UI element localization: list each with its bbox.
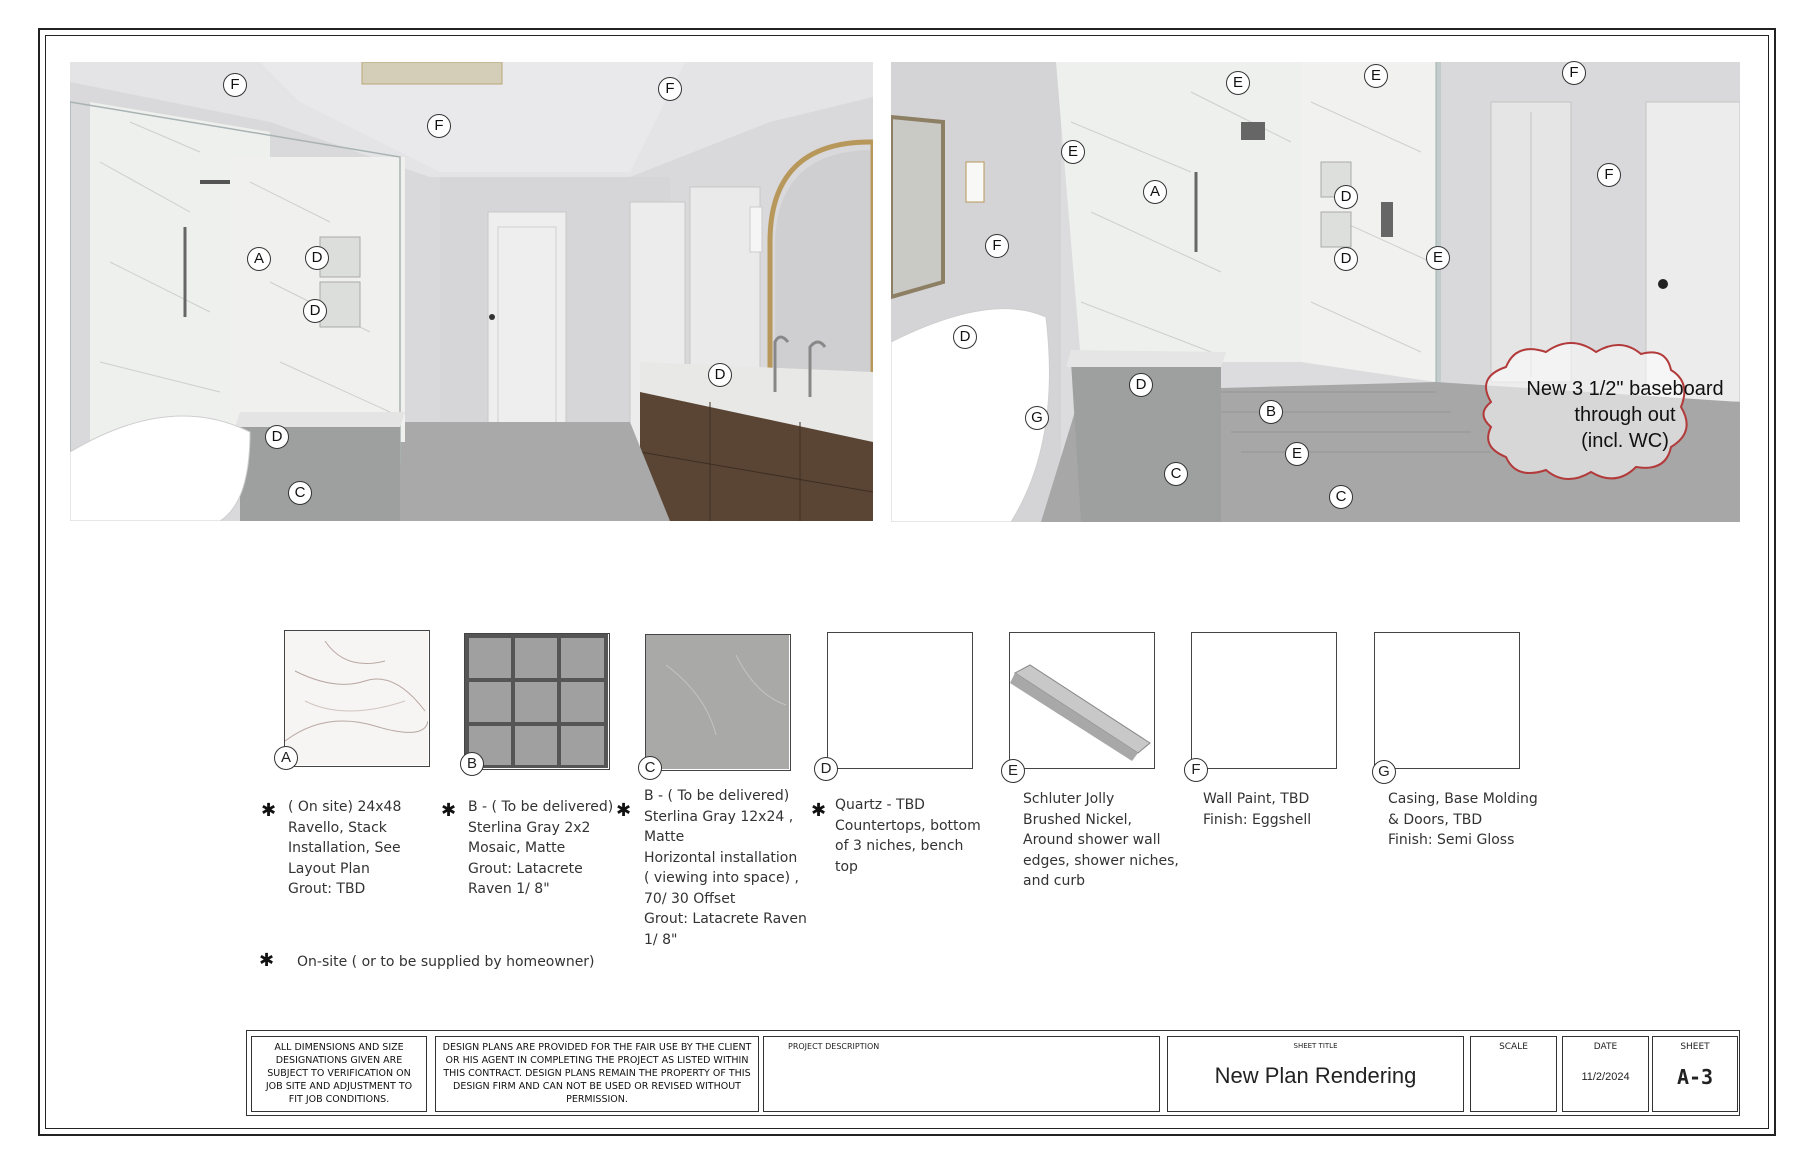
sheet-title-label: SHEET TITLE	[1293, 1042, 1338, 1050]
callout-left-d3: D	[708, 363, 732, 387]
disclaimer-verification	[251, 1036, 427, 1112]
onsite-star-d: ✱	[811, 800, 827, 821]
sheet-label: SHEET	[1680, 1042, 1710, 1052]
bathroom-rendering-left	[70, 62, 873, 521]
mosaic-texture	[465, 634, 608, 768]
callout-left-f3: F	[427, 114, 451, 138]
callout-right-e4: E	[1426, 246, 1450, 270]
callout-right-g: G	[1025, 406, 1049, 430]
sheet-number-cell	[1652, 1036, 1738, 1112]
callout-left-f1: F	[223, 73, 247, 97]
trim-profile	[1010, 633, 1153, 767]
swatch-d-quartz	[827, 632, 973, 769]
legend-note: On-site ( or to be supplied by homeowner)	[297, 954, 595, 970]
callout-right-f2: F	[1597, 163, 1621, 187]
callout-right-e1: E	[1226, 71, 1250, 95]
callout-right-a: A	[1143, 180, 1167, 204]
material-note-g: Casing, Base Molding & Doors, TBD Finish: Semi Gloss	[1388, 791, 1538, 848]
legend-star: ✱	[259, 950, 275, 971]
callout-right-d1: D	[1334, 185, 1358, 209]
swatch-g-casing	[1374, 632, 1520, 769]
date-label: DATE	[1593, 1042, 1618, 1052]
material-note-d: Quartz - TBD Countertops, bottom of 3 niches, bench top	[835, 797, 981, 875]
callout-left-d2: D	[303, 299, 327, 323]
scale-label: SCALE	[1499, 1042, 1528, 1052]
swatch-f-paint	[1191, 632, 1337, 769]
swatch-a-marble	[284, 630, 430, 767]
callout-left-d1: D	[305, 246, 329, 270]
material-note-b: B - ( To be delivered) Sterlina Gray 2x2 Mosaic, Matte Grout: Latacrete Raven 1/ 8"	[468, 799, 614, 897]
callout-right-d2: D	[1334, 247, 1358, 271]
callout-left-a: A	[247, 247, 271, 271]
callout-right-e3: E	[1061, 140, 1085, 164]
swatch-label-a: A	[274, 746, 298, 770]
material-note-f: Wall Paint, TBD Finish: Eggshell	[1203, 791, 1312, 828]
callout-right-f3: F	[985, 234, 1009, 258]
callout-right-d3: D	[953, 325, 977, 349]
callout-left-c: C	[288, 481, 312, 505]
gray-tile-texture	[646, 635, 789, 769]
onsite-star-b: ✱	[441, 800, 457, 821]
material-note-a: ( On site) 24x48 Ravello, Stack Installation, See Layout Plan Grout: TBD	[288, 799, 402, 897]
rendering-left	[70, 62, 873, 521]
project-description-label: PROJECT DESCRIPTION	[788, 1042, 880, 1051]
scale-cell	[1470, 1036, 1557, 1112]
swatch-label-b: B	[460, 752, 484, 776]
callout-right-d4: D	[1129, 373, 1153, 397]
date-cell	[1562, 1036, 1649, 1112]
callout-right-e5: E	[1285, 442, 1309, 466]
swatch-label-e: E	[1001, 759, 1025, 783]
callout-right-b: B	[1259, 400, 1283, 424]
callout-right-c2: C	[1329, 485, 1353, 509]
swatch-c-large-tile	[645, 634, 791, 771]
callout-left-d4: D	[265, 425, 289, 449]
disclaimer-usage	[435, 1036, 759, 1112]
swatch-e-schluter	[1009, 632, 1155, 769]
onsite-star-c: ✱	[616, 800, 632, 821]
onsite-star-a: ✱	[261, 800, 277, 821]
project-description-cell	[763, 1036, 1160, 1112]
baseboard-cloud-note: New 3 1/2" baseboard through out (incl. WC)	[1526, 378, 1724, 452]
swatch-label-c: C	[638, 756, 662, 780]
material-note-e: Schluter Jolly Brushed Nickel, Around shower wall edges, shower niches, and curb	[1023, 791, 1179, 889]
swatch-label-f: F	[1184, 758, 1208, 782]
date-value: 11/2/2024	[1581, 1071, 1630, 1083]
callout-left-f2: F	[658, 77, 682, 101]
material-note-c: B - ( To be delivered) Sterlina Gray 12x24 , Matte Horizontal installation ( viewing into space) , 70/ 30 Offset Grout: Latacrete Raven 1/ 8"	[644, 788, 807, 948]
callout-right-c1: C	[1164, 462, 1188, 486]
disclaimer-verification-text: ALL DIMENSIONS AND SIZE DESIGNATIONS GIVEN ARE SUBJECT TO VERIFICATION ON JOB SITE AND ADJUSTMENT TO FIT JOB CONDITIONS.	[265, 1042, 413, 1105]
swatch-label-g: G	[1372, 760, 1396, 784]
callout-right-f1: F	[1562, 61, 1586, 85]
disclaimer-usage-text: DESIGN PLANS ARE PROVIDED FOR THE FAIR USE BY THE CLIENT OR HIS AGENT IN COMPLETING THE PROJECT AS LISTED WITHIN THIS CONTRACT. DESIGN PLANS REMAIN THE PROPERTY OF THIS DESIGN FIRM AND CAN NOT BE USED OR REVISED WITHOUT PERMISSION.	[442, 1042, 752, 1105]
marble-texture	[285, 631, 428, 765]
sheet-number: A-3	[1676, 1065, 1714, 1089]
sheet-title-cell	[1167, 1036, 1464, 1112]
swatch-label-d: D	[814, 757, 838, 781]
swatch-b-mosaic	[464, 633, 610, 770]
callout-right-e2: E	[1364, 64, 1388, 88]
sheet-title: New Plan Rendering	[1214, 1063, 1417, 1088]
